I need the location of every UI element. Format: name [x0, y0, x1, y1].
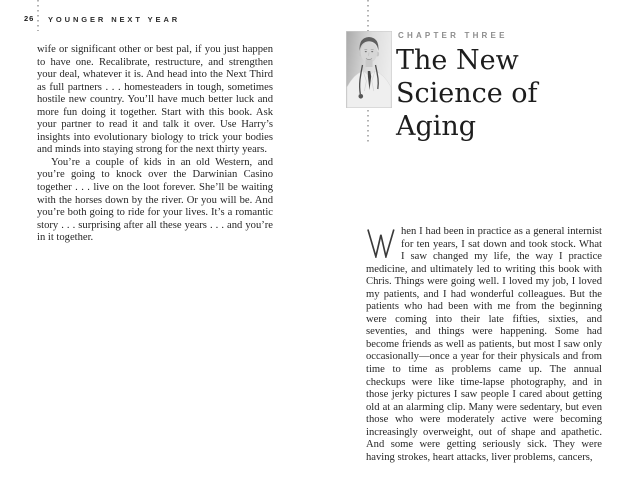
drop-cap-letter	[366, 258, 367, 259]
left-page-body-text	[37, 44, 273, 245]
chapter-title: The New Science of Aging	[396, 45, 538, 142]
page-number: 26	[24, 14, 35, 23]
running-header-title: YOUNGER NEXT YEAR	[48, 14, 181, 24]
paragraph: You’re a couple of kids in an old Western, and you’re going to knock over the Darwinian Casino together . . . live on the loot forever. She’ll be waiting with the horses down by the river. Or you will be. And you’re both going to ride for your lives. It’s a romantic story . . . surprising after all these years . . . and you’re in it together.	[37, 156, 273, 244]
opening-paragraph	[366, 226, 602, 464]
right-page-body-text	[366, 226, 602, 464]
doctor-portrait-photo	[346, 31, 392, 108]
paragraph: wife or significant other or best pal, if you just happen to have one. Recalibrate, restructure, and strengthen your deal, whatever it is. And head into the Next Third as full partners . . . homesteaders in tough, sometimes hostile new country. You’ll have much better luck and more fun doing it together. Start with this book. Ask your partner to read it and talk it over. Use Harry’s insights into evolutionary biology to trick your bodies and minds into staying strong for the next thirty years.	[37, 44, 273, 156]
chapter-kicker: CHAPTER THREE	[398, 31, 508, 40]
drop-cap-w	[366, 228, 395, 258]
opening-paragraph-text: hen I had been in practice as a general internist for ten years, I sat down and took stock. What I saw changed my life, the way I practice medicine, and ultimately led to writing this book with Chris. Things were going well. I loved my job, I loved my patients, and I had wonderful colleagues. But the patients who had been with me from the beginning were coming into their late fifties, sixties, and seventies, and things were happening. Some had become friends as well as patients, but most I saw only occasionally—once a year for their physicals and from time to time as problems came up. The annual checkups were like time-lapse photography, and in those jerky pictures I saw people I cared about getting old at an alarming clip. Many were sedentary, but even those who were moderately active were becoming increasingly overweight, out of shape and apathetic. And some were getting seriously sick. They were having strokes, heart attacks, liver problems, cancers,	[366, 226, 602, 463]
header-dotted-rule	[37, 0, 39, 31]
letter-w-glyph	[366, 228, 395, 258]
